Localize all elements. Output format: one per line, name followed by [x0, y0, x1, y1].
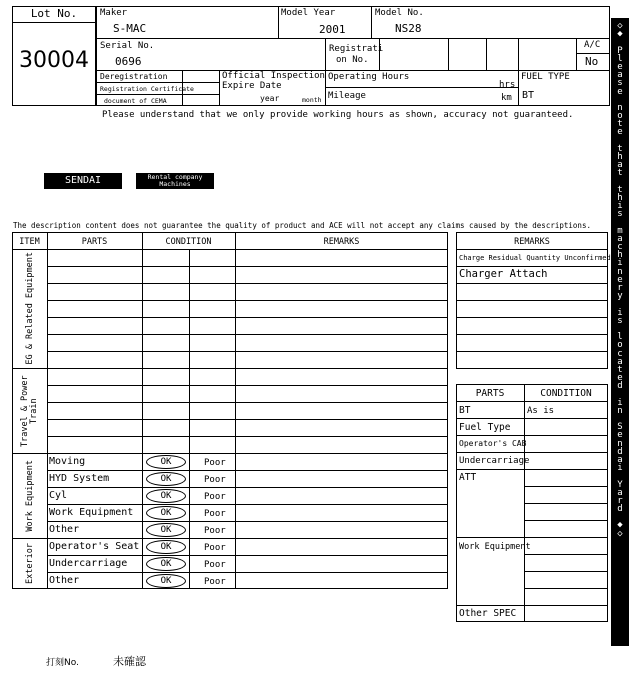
- side-notice-char: Y: [617, 479, 623, 490]
- side-notice-char: S: [617, 422, 623, 433]
- ok-oval[interactable]: OK: [146, 557, 186, 571]
- parts-cell: Work Equipment: [49, 507, 134, 518]
- poor-label[interactable]: Poor: [204, 543, 226, 553]
- poor-label[interactable]: Poor: [204, 509, 226, 519]
- rental-banner-line-1: Rental company: [147, 173, 203, 181]
- lot-value: 30004: [19, 48, 89, 73]
- right-remarks-header: REMARKS: [514, 237, 550, 247]
- side-notice-char: e: [617, 373, 623, 384]
- model-year-label: Model Year: [281, 8, 336, 18]
- side-notice-char: e: [617, 274, 623, 285]
- model-no-label: Model No.: [375, 8, 424, 18]
- side-notice-char: t: [617, 119, 623, 130]
- other-spec-label: Other SPEC: [459, 608, 517, 619]
- inspection-label-2: Expire Date: [222, 81, 282, 91]
- rental-banner-line-2: Machines: [159, 180, 191, 188]
- side-notice-char: a: [617, 160, 623, 171]
- serial-label: Serial No.: [100, 41, 155, 51]
- maker-label: Maker: [100, 8, 128, 18]
- poor-label[interactable]: Poor: [204, 475, 226, 485]
- side-notice-text: [611, 22, 629, 538]
- side-notice-char: t: [617, 364, 623, 375]
- side-notice-char: n: [617, 266, 623, 277]
- inspection-label-1: Official Inspection: [222, 71, 325, 81]
- location-banner-text: SENDAI: [64, 175, 102, 186]
- right-condition-header: CONDITION: [540, 388, 592, 399]
- parts-cell: Other: [49, 524, 80, 535]
- parts-cell: Undercarriage: [49, 558, 128, 569]
- side-notice-char: a: [617, 487, 623, 498]
- side-notice-char: P: [617, 45, 623, 56]
- col-header-parts: PARTS: [81, 237, 108, 247]
- side-notice-char: a: [617, 454, 623, 465]
- side-notice-char: i: [617, 201, 623, 212]
- side-notice-char: s: [617, 78, 623, 89]
- side-notice-char: r: [617, 495, 623, 506]
- work-equipment-row-label: Work Equipment: [459, 542, 531, 552]
- side-notice-char: o: [617, 340, 623, 351]
- section-label-eg: EG & Related Equipment: [24, 252, 35, 365]
- side-notice-char: e: [617, 86, 623, 97]
- ac-label: A/C: [584, 40, 601, 50]
- side-notice-char: a: [617, 70, 623, 81]
- disclaimer: The description content does not guarantee the quality of product and ACE will not accept any claims caused by the descriptions.: [13, 221, 591, 230]
- year-label: year: [260, 94, 280, 103]
- right-parts-header: PARTS: [475, 388, 505, 399]
- operator-cab-label: Operator's CAB: [459, 439, 527, 448]
- registration-label-2: on No.: [336, 55, 369, 65]
- hrs-label: hrs: [499, 80, 516, 90]
- poor-label[interactable]: Poor: [204, 560, 226, 570]
- side-notice-char: ◆: [617, 520, 623, 531]
- undercarriage-row-label: Undercarriage: [459, 456, 530, 466]
- col-header-condition: CONDITION: [165, 237, 212, 247]
- side-notice-char: c: [617, 242, 623, 253]
- side-notice-char: a: [617, 233, 623, 244]
- side-notice-char: a: [617, 356, 623, 367]
- cema-label: document of CEMA: [104, 97, 167, 105]
- side-notice-char: t: [617, 143, 623, 154]
- side-notice-char: c: [617, 348, 623, 359]
- side-notice-char: n: [617, 405, 623, 416]
- side-notice-char: ◇: [617, 21, 623, 31]
- side-notice-char: s: [617, 209, 623, 220]
- side-notice-char: i: [617, 258, 623, 269]
- right-remarks-line-1: Charge Residual Quantity Unconfirmed: [459, 254, 611, 262]
- deregistration-label: Deregistration: [100, 72, 168, 81]
- ok-oval[interactable]: OK: [146, 574, 186, 588]
- side-notice-strip: [611, 18, 629, 646]
- hours-notice: Please understand that we only provide working hours as shown, accuracy not guaranteed.: [102, 110, 574, 120]
- lot-label: Lot No.: [30, 7, 78, 20]
- ok-oval[interactable]: OK: [146, 455, 186, 469]
- stamp-no-label: 打刻No.: [46, 658, 79, 668]
- side-notice-char: o: [617, 111, 623, 122]
- side-notice-char: s: [617, 315, 623, 326]
- side-notice-char: d: [617, 446, 623, 457]
- side-notice-char: r: [617, 283, 623, 293]
- poor-label[interactable]: Poor: [204, 458, 226, 468]
- att-label: ATT: [459, 472, 477, 483]
- side-notice-char: i: [617, 307, 623, 318]
- parts-cell: HYD System: [49, 473, 110, 484]
- stamp-no-value: 未確認: [113, 655, 146, 668]
- side-notice-char: i: [617, 463, 623, 474]
- side-notice-char: n: [617, 102, 623, 113]
- side-notice-char: e: [617, 430, 623, 441]
- side-notice-char: ◇: [617, 528, 623, 539]
- side-notice-char: h: [617, 192, 623, 203]
- section-label-travel: Travel & Power Train: [19, 374, 39, 447]
- fuel-type-label: FUEL TYPE: [521, 72, 570, 82]
- fuel-type-value: BT: [522, 90, 535, 101]
- poor-label[interactable]: Poor: [204, 577, 226, 587]
- reg-cert-label: Registration Certificate: [100, 85, 194, 93]
- poor-label[interactable]: Poor: [204, 492, 226, 502]
- side-notice-char: l: [617, 332, 623, 343]
- parts-cell: Moving: [49, 456, 86, 467]
- maker-value: S-MAC: [113, 22, 147, 35]
- operating-hours-label: Operating Hours: [328, 72, 410, 82]
- km-label: km: [501, 93, 512, 103]
- parts-cell: Cyl: [49, 490, 68, 501]
- ok-oval[interactable]: OK: [146, 489, 186, 503]
- side-notice-char: d: [617, 381, 623, 392]
- side-notice-char: h: [617, 152, 623, 162]
- fuel-type-row-label: Fuel Type: [459, 422, 511, 433]
- ok-oval[interactable]: OK: [146, 506, 186, 520]
- side-notice-char: y: [617, 291, 623, 302]
- mileage-label: Mileage: [328, 91, 366, 101]
- section-label-exterior: Exterior: [24, 543, 35, 584]
- col-header-remarks: REMARKS: [323, 237, 360, 247]
- ok-oval[interactable]: OK: [146, 523, 186, 537]
- parts-cell: Other: [49, 575, 80, 586]
- right-remarks-line-2: Charger Attach: [459, 268, 548, 280]
- side-notice-char: e: [617, 127, 623, 138]
- ac-value: No: [585, 55, 599, 68]
- side-notice-char: n: [617, 438, 623, 449]
- ok-oval[interactable]: OK: [146, 472, 186, 486]
- side-notice-char: ◆: [617, 29, 623, 40]
- side-notice-char: e: [617, 61, 623, 72]
- side-notice-char: m: [617, 225, 623, 236]
- side-notice-char: t: [617, 184, 623, 195]
- model-no-value: NS28: [395, 22, 422, 35]
- poor-label[interactable]: Poor: [204, 526, 226, 536]
- month-label: month: [302, 96, 322, 104]
- col-header-item: ITEM: [19, 237, 40, 247]
- ok-oval[interactable]: OK: [146, 540, 186, 554]
- side-notice-char: d: [617, 504, 623, 515]
- bt-label: BT: [459, 405, 471, 416]
- rental-banner: [136, 173, 214, 189]
- main-table: [12, 232, 448, 589]
- side-notice-char: h: [617, 250, 623, 261]
- location-banner: [44, 173, 122, 189]
- parts-cell: Operator's Seat: [49, 541, 140, 552]
- section-label-work-equipment: Work Equipment: [24, 459, 35, 532]
- model-year-value: 2001: [319, 23, 346, 36]
- side-notice-char: l: [617, 53, 623, 64]
- registration-label-1: Registrati: [329, 44, 384, 54]
- serial-value: 0696: [115, 55, 142, 68]
- side-notice-char: t: [617, 168, 623, 179]
- side-notice-char: i: [617, 397, 623, 408]
- bt-condition-value: As is: [527, 406, 555, 416]
